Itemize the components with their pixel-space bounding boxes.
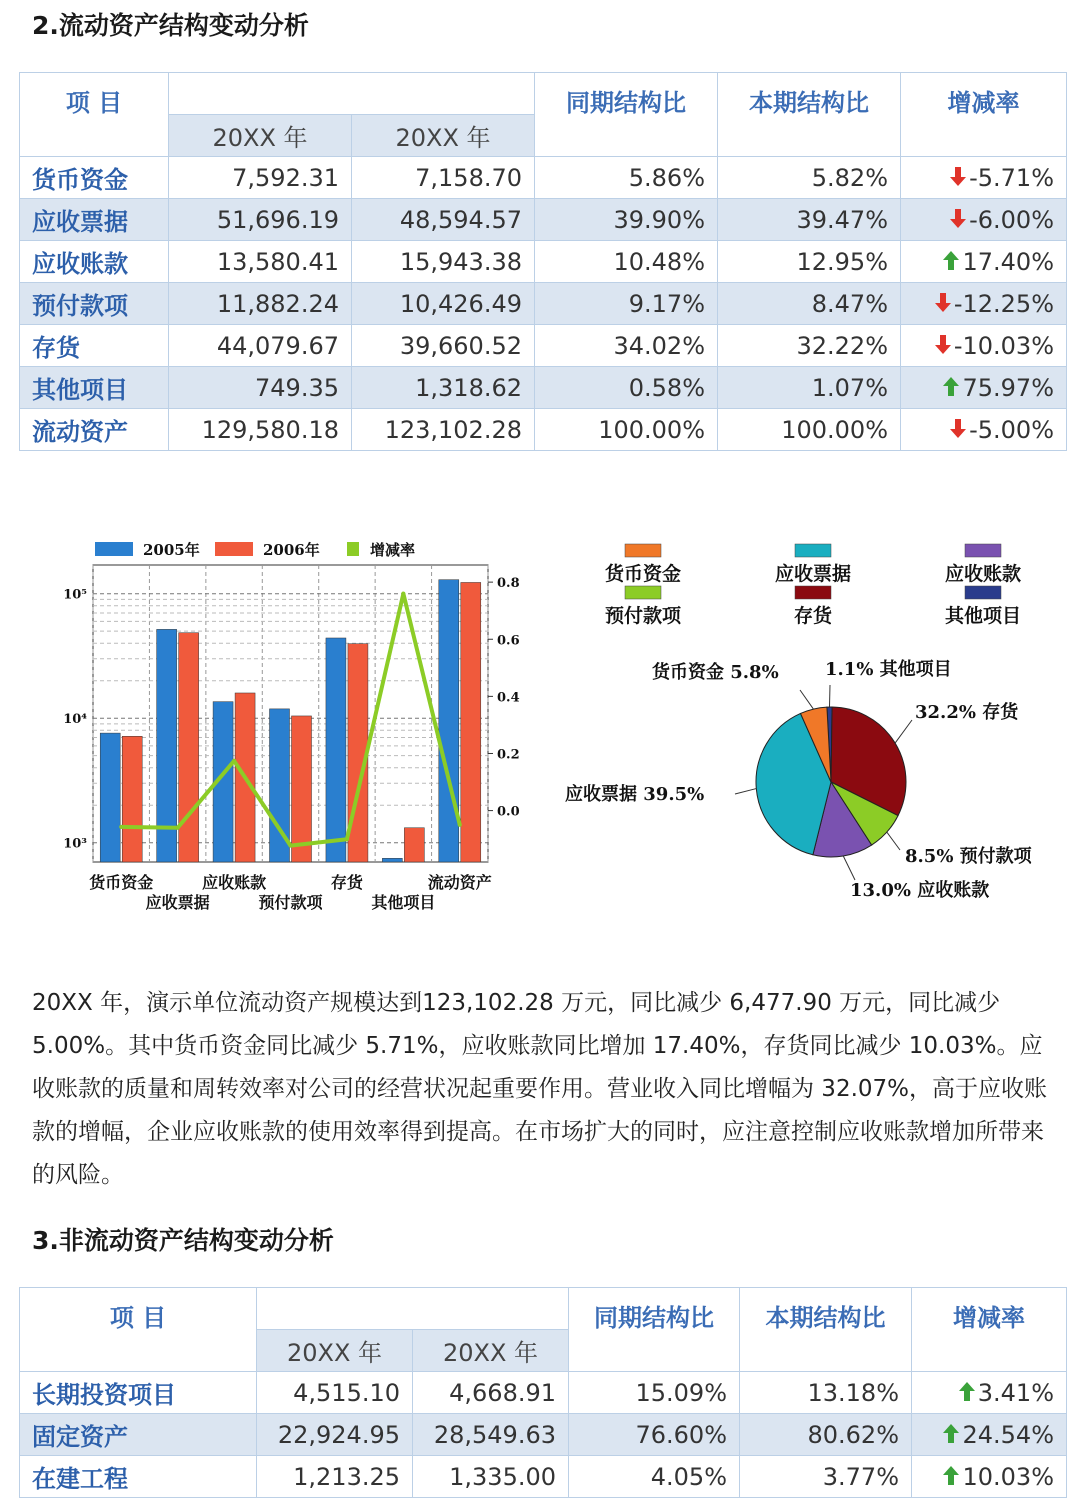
bar-series2 bbox=[122, 736, 142, 862]
header-year-1: 20XX 年 bbox=[257, 1330, 413, 1372]
legend-label: 预付款项 bbox=[604, 605, 682, 627]
cell-value-2: 123,102.28 bbox=[352, 409, 535, 451]
cell-prev-ratio: 34.02% bbox=[535, 325, 718, 367]
cell-change bbox=[901, 409, 1067, 451]
legend-label: 存货 bbox=[793, 605, 833, 627]
header-change: 增减率 bbox=[912, 1288, 1067, 1372]
y2-tick-label: 0.8 bbox=[497, 576, 520, 592]
bar-series2 bbox=[404, 828, 424, 862]
legend-swatch bbox=[965, 544, 1001, 557]
cell-value-2: 4,668.91 bbox=[413, 1372, 569, 1414]
arrow-up-icon bbox=[942, 250, 960, 272]
row-label: 固定资产 bbox=[20, 1414, 257, 1456]
arrow-down-icon bbox=[934, 334, 952, 356]
change-value: -5.00% bbox=[969, 415, 1054, 444]
cell-value-1: 11,882.24 bbox=[169, 283, 352, 325]
slice-label: 8.5% 预付款项 bbox=[905, 846, 1032, 867]
header-item: 项 目 bbox=[20, 1288, 257, 1372]
line-point bbox=[289, 844, 293, 848]
cell-value-1: 4,515.10 bbox=[257, 1372, 413, 1414]
bar-line-chart bbox=[40, 520, 580, 940]
row-label: 应收账款 bbox=[20, 241, 169, 283]
cell-value-1: 44,079.67 bbox=[169, 325, 352, 367]
cell-change bbox=[901, 199, 1067, 241]
legend-swatch bbox=[795, 586, 831, 599]
row-label: 长期投资项目 bbox=[20, 1372, 257, 1414]
plot-area bbox=[93, 565, 488, 862]
bar-series2 bbox=[179, 633, 199, 862]
cell-value-2: 10,426.49 bbox=[352, 283, 535, 325]
legend-swatch bbox=[965, 586, 1001, 599]
cell-cur-ratio: 39.47% bbox=[718, 199, 901, 241]
arrow-down-icon bbox=[949, 166, 967, 188]
arrow-down-icon bbox=[934, 292, 952, 314]
line-point bbox=[119, 825, 123, 829]
cell-cur-ratio: 32.22% bbox=[718, 325, 901, 367]
cell-value-2: 1,318.62 bbox=[352, 367, 535, 409]
legend-label: 应收票据 bbox=[774, 563, 852, 585]
legend-label: 2005年 bbox=[143, 541, 200, 559]
header-years-group bbox=[169, 73, 535, 115]
current-assets-table bbox=[19, 72, 1067, 451]
header-year-2: 20XX 年 bbox=[352, 115, 535, 157]
bar-series2 bbox=[292, 716, 312, 862]
cell-change bbox=[912, 1372, 1067, 1414]
table-row bbox=[20, 157, 1067, 199]
slice-label: 32.2% 存货 bbox=[915, 702, 1019, 723]
slice-label: 1.1% 其他项目 bbox=[825, 659, 952, 680]
x-tick-label: 预付款项 bbox=[258, 893, 323, 912]
y2-tick-label: 0.6 bbox=[497, 633, 520, 649]
analysis-paragraph: 20XX 年，演示单位流动资产规模达到123,102.28 万元，同比减少 6,477.90 万元，同比减少 5.00%。其中货币资金同比减少 5.71%，应收账款同比增加 17.40%，存货同比减少 10.03%。应收账款的质量和周转效率对公司的经营状况起重要作用。营业收入同比增幅为 32.07%，高于应收账款的增幅，企业应收账款的使用效率得到提高。在市场扩大的同时，应注意控制应收账款增加所带来的风险。 bbox=[32, 990, 1048, 1188]
cell-value-1: 7,592.31 bbox=[169, 157, 352, 199]
legend-swatch bbox=[795, 544, 831, 557]
change-value: 24.54% bbox=[962, 1420, 1054, 1449]
line-point bbox=[401, 592, 405, 596]
cell-prev-ratio: 100.00% bbox=[535, 409, 718, 451]
cell-change bbox=[912, 1414, 1067, 1456]
cell-value-2: 28,549.63 bbox=[413, 1414, 569, 1456]
header-prev-ratio: 同期结构比 bbox=[569, 1288, 740, 1372]
change-value: 17.40% bbox=[962, 247, 1054, 276]
header-item: 项 目 bbox=[20, 73, 169, 157]
slice-label: 13.0% 应收账款 bbox=[850, 880, 990, 901]
cell-cur-ratio: 13.18% bbox=[740, 1372, 912, 1414]
x-tick-label: 流动资产 bbox=[427, 873, 492, 892]
line-point bbox=[458, 823, 462, 827]
cell-change bbox=[901, 283, 1067, 325]
bar-series1 bbox=[382, 858, 402, 862]
cell-change bbox=[901, 241, 1067, 283]
row-label: 预付款项 bbox=[20, 283, 169, 325]
row-label: 存货 bbox=[20, 325, 169, 367]
change-value: -5.71% bbox=[969, 163, 1054, 192]
row-label: 流动资产 bbox=[20, 409, 169, 451]
header-cur-ratio: 本期结构比 bbox=[740, 1288, 912, 1372]
line-point bbox=[176, 826, 180, 830]
bar-series1 bbox=[439, 580, 459, 862]
x-tick-label: 应收账款 bbox=[202, 873, 267, 892]
y2-tick-label: 0.2 bbox=[497, 747, 520, 763]
bar-series1 bbox=[326, 638, 346, 862]
arrow-up-icon bbox=[958, 1381, 976, 1403]
legend-label: 其他项目 bbox=[944, 605, 1022, 627]
legend-label: 货币资金 bbox=[604, 563, 682, 585]
cell-change bbox=[901, 325, 1067, 367]
table-row bbox=[20, 1456, 1067, 1498]
cell-value-2: 7,158.70 bbox=[352, 157, 535, 199]
legend-swatch bbox=[215, 542, 253, 556]
cell-prev-ratio: 0.58% bbox=[535, 367, 718, 409]
section2-title: 2.流动资产结构变动分析 bbox=[32, 11, 309, 40]
table-row bbox=[20, 409, 1067, 451]
change-value: -6.00% bbox=[969, 205, 1054, 234]
slice-label: 货币资金 5.8% bbox=[652, 662, 779, 683]
table-body bbox=[20, 1372, 1067, 1498]
leader-line bbox=[829, 685, 830, 707]
legend-swatch bbox=[95, 542, 133, 556]
table-row bbox=[20, 199, 1067, 241]
line-point bbox=[345, 837, 349, 841]
cell-change bbox=[912, 1456, 1067, 1498]
cell-prev-ratio: 9.17% bbox=[535, 283, 718, 325]
cell-value-2: 1,335.00 bbox=[413, 1456, 569, 1498]
change-value: 3.41% bbox=[977, 1378, 1054, 1407]
cell-cur-ratio: 3.77% bbox=[740, 1456, 912, 1498]
cell-value-2: 39,660.52 bbox=[352, 325, 535, 367]
row-label: 应收票据 bbox=[20, 199, 169, 241]
leader-line bbox=[895, 720, 912, 743]
section3-title: 3.非流动资产结构变动分析 bbox=[32, 1226, 334, 1255]
cell-value-1: 51,696.19 bbox=[169, 199, 352, 241]
non-current-assets-table bbox=[19, 1287, 1067, 1498]
y-tick-label: 10³ bbox=[63, 836, 87, 852]
cell-cur-ratio: 12.95% bbox=[718, 241, 901, 283]
cell-cur-ratio: 8.47% bbox=[718, 283, 901, 325]
y-tick-label: 10⁵ bbox=[63, 587, 87, 603]
row-label: 在建工程 bbox=[20, 1456, 257, 1498]
slice-label: 应收票据 39.5% bbox=[565, 784, 705, 805]
legend-swatch bbox=[625, 586, 661, 599]
legend-swatch bbox=[347, 542, 359, 556]
legend-label: 应收账款 bbox=[944, 563, 1022, 585]
x-tick-label: 应收票据 bbox=[145, 893, 210, 912]
cell-prev-ratio: 15.09% bbox=[569, 1372, 740, 1414]
cell-value-1: 749.35 bbox=[169, 367, 352, 409]
change-value: -10.03% bbox=[953, 331, 1054, 360]
row-label: 货币资金 bbox=[20, 157, 169, 199]
y2-tick-label: 0.0 bbox=[497, 804, 520, 820]
cell-value-2: 48,594.57 bbox=[352, 199, 535, 241]
cell-prev-ratio: 76.60% bbox=[569, 1414, 740, 1456]
cell-prev-ratio: 4.05% bbox=[569, 1456, 740, 1498]
header-prev-ratio: 同期结构比 bbox=[535, 73, 718, 157]
cell-value-2: 15,943.38 bbox=[352, 241, 535, 283]
table-row bbox=[20, 1414, 1067, 1456]
legend-swatch bbox=[625, 544, 661, 557]
cell-prev-ratio: 10.48% bbox=[535, 241, 718, 283]
cell-value-1: 1,213.25 bbox=[257, 1456, 413, 1498]
header-year-1: 20XX 年 bbox=[169, 115, 352, 157]
table-body bbox=[20, 157, 1067, 451]
header-change: 增减率 bbox=[901, 73, 1067, 157]
cell-cur-ratio: 1.07% bbox=[718, 367, 901, 409]
line-point bbox=[232, 759, 236, 763]
arrow-up-icon bbox=[942, 1423, 960, 1445]
arrow-down-icon bbox=[949, 208, 967, 230]
bar-series1 bbox=[100, 733, 120, 862]
arrow-down-icon bbox=[949, 418, 967, 440]
cell-cur-ratio: 5.82% bbox=[718, 157, 901, 199]
table-row bbox=[20, 325, 1067, 367]
change-value: -12.25% bbox=[953, 289, 1054, 318]
table-row bbox=[20, 241, 1067, 283]
change-value: 75.97% bbox=[962, 373, 1054, 402]
cell-change bbox=[901, 367, 1067, 409]
legend-label: 增减率 bbox=[370, 541, 416, 559]
cell-cur-ratio: 80.62% bbox=[740, 1414, 912, 1456]
leader-line bbox=[800, 690, 813, 709]
header-year-2: 20XX 年 bbox=[413, 1330, 569, 1372]
charts-area bbox=[0, 520, 1080, 940]
change-value: 10.03% bbox=[962, 1462, 1054, 1491]
table-row bbox=[20, 283, 1067, 325]
cell-prev-ratio: 39.90% bbox=[535, 199, 718, 241]
cell-value-1: 22,924.95 bbox=[257, 1414, 413, 1456]
bar-series2 bbox=[461, 582, 481, 862]
row-label: 其他项目 bbox=[20, 367, 169, 409]
leader-line bbox=[735, 789, 756, 794]
pie-chart bbox=[560, 520, 1060, 940]
cell-value-1: 129,580.18 bbox=[169, 409, 352, 451]
header-cur-ratio: 本期结构比 bbox=[718, 73, 901, 157]
x-tick-label: 其他项目 bbox=[371, 893, 436, 912]
cell-value-1: 13,580.41 bbox=[169, 241, 352, 283]
leader-line bbox=[887, 832, 900, 850]
table-row bbox=[20, 367, 1067, 409]
leader-line bbox=[843, 856, 855, 880]
table-row bbox=[20, 1372, 1067, 1414]
cell-change bbox=[901, 157, 1067, 199]
arrow-up-icon bbox=[942, 1465, 960, 1487]
x-tick-label: 存货 bbox=[330, 873, 363, 892]
x-tick-label: 货币资金 bbox=[89, 873, 154, 892]
arrow-up-icon bbox=[942, 376, 960, 398]
cell-prev-ratio: 5.86% bbox=[535, 157, 718, 199]
header-years-group bbox=[257, 1288, 569, 1330]
y2-tick-label: 0.4 bbox=[497, 690, 520, 706]
legend-label: 2006年 bbox=[263, 541, 320, 559]
y-tick-label: 10⁴ bbox=[63, 712, 87, 728]
cell-cur-ratio: 100.00% bbox=[718, 409, 901, 451]
